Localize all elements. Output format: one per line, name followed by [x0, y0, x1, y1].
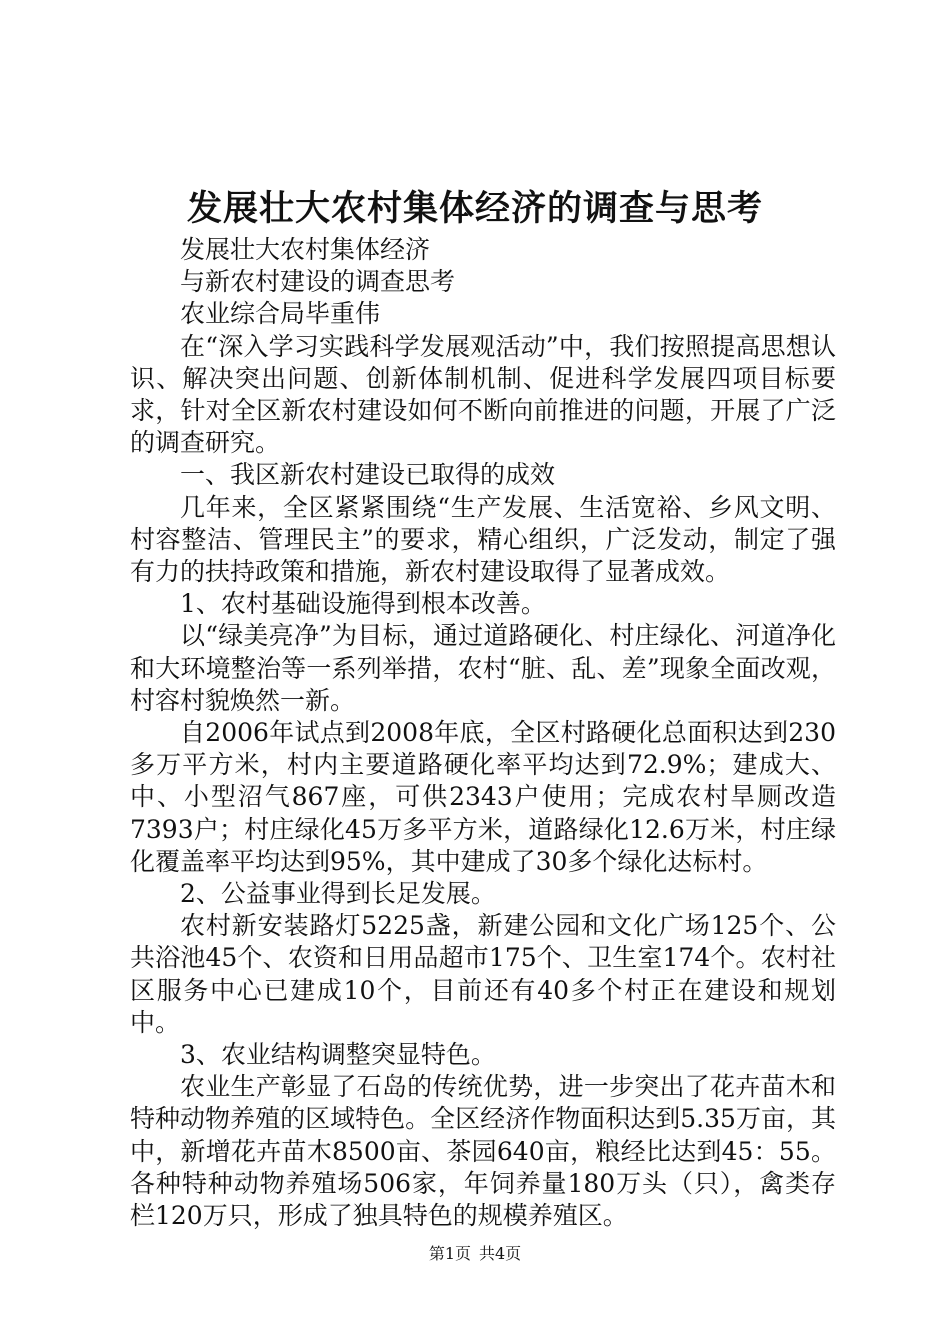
page-number: 第1页	[428, 1244, 471, 1263]
intro-paragraph: 在“深入学习实践科学发展观活动”中，我们按照提高思想认识、解决突出问题、创新体制机制、促进科学发展四项目标要求，针对全区新农村建设如何不断向前推进的问题，开展了广泛的调查研究。	[130, 331, 836, 458]
body-paragraph: 农业生产彰显了石岛的传统优势，进一步突出了花卉苗木和特种动物养殖的区域特色。全区经济作物面积达到5.35万亩，其中，新增花卉苗木8500亩、茶园640亩，粮经比达到45：55。各种特种动物养殖场506家，年饲养量180万头（只），禽类存栏120万只，形成了独具特色的规模养殖区。	[130, 1072, 836, 1231]
author-line: 农业综合局毕重伟	[180, 299, 381, 329]
document-title: 发展壮大农村集体经济的调查与思考	[186, 188, 763, 229]
subheading-1: 1、农村基础设施得到根本改善。	[180, 589, 546, 619]
page-total: 共4页	[479, 1244, 522, 1263]
subheading-2: 2、公益事业得到长足发展。	[180, 879, 496, 909]
body-paragraph: 几年来，全区紧紧围绕“生产发展、生活宽裕、乡风文明、村容整洁、管理民主”的要求，精心组织，广泛发动，制定了强有力的扶持政策和措施，新农村建设取得了显著成效。	[130, 492, 836, 587]
body-paragraph: 农村新安装路灯5225盏，新建公园和文化广场125个、公共浴池45个、农资和日用品超市175个、卫生室174个。农村社区服务中心已建成10个，目前还有40多个村正在建设和规划中。	[130, 911, 836, 1037]
section-heading-1: 一、我区新农村建设已取得的成效	[180, 460, 556, 490]
subheading-3: 3、农业结构调整突显特色。	[180, 1040, 496, 1070]
document-body	[130, 234, 836, 1232]
subtitle-line-2: 与新农村建设的调查思考	[180, 267, 456, 297]
body-paragraph: 自2006年试点到2008年底，全区村路硬化总面积达到230多万平方米，村内主要道路硬化率平均达到72.9%；建成大、中、小型沼气867座，可供2343户使用；完成农村旱厕改造7393户；村庄绿化45万多平方米，道路绿化12.6万米，村庄绿化覆盖率平均达到95%，其中建成了30多个绿化达标村。	[130, 718, 836, 876]
subtitle-line-1: 发展壮大农村集体经济	[180, 235, 431, 264]
body-paragraph: 以“绿美亮净”为目标，通过道路硬化、村庄绿化、河道净化和大环境整治等一系列举措，农村“脏、乱、差”现象全面改观，村容村貌焕然一新。	[130, 621, 836, 715]
page-footer	[0, 1244, 950, 1264]
